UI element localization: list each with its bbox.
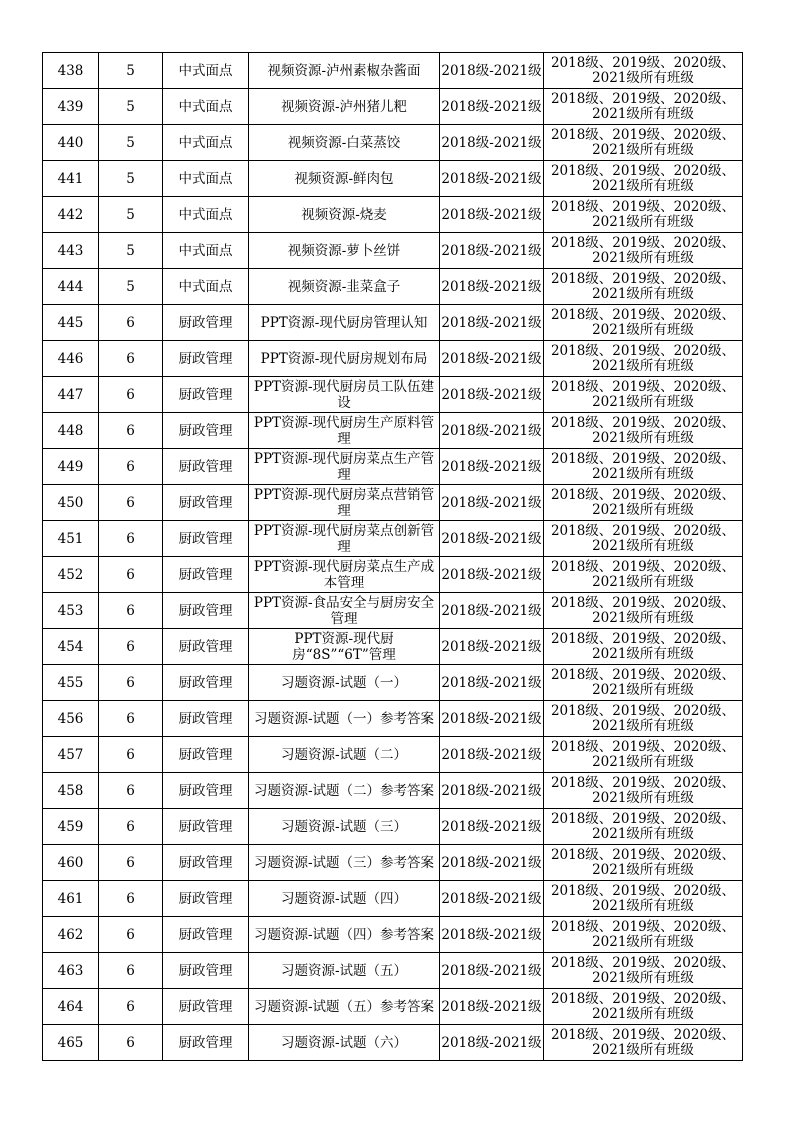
grade-range-cell: 2018级-2021级 [440,125,544,161]
grade-range-cell: 2018级-2021级 [440,305,544,341]
term-cell: 6 [99,629,163,665]
grade-range-cell: 2018级-2021级 [440,557,544,593]
applicable-classes-cell: 2018级、2019级、2020级、2021级所有班级 [544,665,743,701]
course-cell: 厨政管理 [163,665,249,701]
course-cell: 中式面点 [163,269,249,305]
row-number-cell: 442 [43,197,99,233]
grade-range-cell: 2018级-2021级 [440,161,544,197]
resource-title-cell: 视频资源-韭菜盒子 [249,269,440,305]
row-number-cell: 446 [43,341,99,377]
resource-title-cell: 习题资源-试题（四）参考答案 [249,917,440,953]
resource-title-cell: PPT资源-现代厨房规划布局 [249,341,440,377]
course-cell: 厨政管理 [163,1025,249,1061]
resource-title-cell: PPT资源-现代厨房菜点生产成本管理 [249,557,440,593]
term-cell: 6 [99,989,163,1025]
applicable-classes-cell: 2018级、2019级、2020级、2021级所有班级 [544,773,743,809]
course-cell: 中式面点 [163,53,249,89]
resource-title-cell: 习题资源-试题（二） [249,737,440,773]
table-row [43,305,743,341]
resource-title-cell: PPT资源-现代厨房菜点营销管理 [249,485,440,521]
course-cell: 厨政管理 [163,773,249,809]
grade-range-cell: 2018级-2021级 [440,953,544,989]
row-number-cell: 441 [43,161,99,197]
term-cell: 5 [99,161,163,197]
grade-range-cell: 2018级-2021级 [440,917,544,953]
grade-range-cell: 2018级-2021级 [440,485,544,521]
grade-range-cell: 2018级-2021级 [440,341,544,377]
course-cell: 中式面点 [163,197,249,233]
resource-title-cell: PPT资源-现代厨房菜点创新管理 [249,521,440,557]
row-number-cell: 456 [43,701,99,737]
term-cell: 6 [99,665,163,701]
applicable-classes-cell: 2018级、2019级、2020级、2021级所有班级 [544,1025,743,1061]
resource-title-cell: 习题资源-试题（二）参考答案 [249,773,440,809]
grade-range-cell: 2018级-2021级 [440,53,544,89]
table-row [43,521,743,557]
course-cell: 厨政管理 [163,989,249,1025]
resource-title-cell: 视频资源-鲜肉包 [249,161,440,197]
grade-range-cell: 2018级-2021级 [440,197,544,233]
resource-title-cell: 视频资源-泸州素椒杂酱面 [249,53,440,89]
course-cell: 厨政管理 [163,809,249,845]
row-number-cell: 447 [43,377,99,413]
row-number-cell: 449 [43,449,99,485]
applicable-classes-cell: 2018级、2019级、2020级、2021级所有班级 [544,413,743,449]
applicable-classes-cell: 2018级、2019级、2020级、2021级所有班级 [544,557,743,593]
table-row [43,413,743,449]
table-row [43,665,743,701]
grade-range-cell: 2018级-2021级 [440,233,544,269]
table-row [43,809,743,845]
grade-range-cell: 2018级-2021级 [440,269,544,305]
term-cell: 5 [99,233,163,269]
row-number-cell: 459 [43,809,99,845]
term-cell: 6 [99,737,163,773]
course-cell: 厨政管理 [163,557,249,593]
row-number-cell: 460 [43,845,99,881]
grade-range-cell: 2018级-2021级 [440,1025,544,1061]
term-cell: 6 [99,917,163,953]
table-row [43,557,743,593]
course-cell: 厨政管理 [163,413,249,449]
term-cell: 5 [99,197,163,233]
course-cell: 厨政管理 [163,953,249,989]
row-number-cell: 443 [43,233,99,269]
grade-range-cell: 2018级-2021级 [440,701,544,737]
term-cell: 6 [99,881,163,917]
course-cell: 厨政管理 [163,521,249,557]
term-cell: 6 [99,485,163,521]
course-cell: 厨政管理 [163,305,249,341]
table-row [43,845,743,881]
applicable-classes-cell: 2018级、2019级、2020级、2021级所有班级 [544,845,743,881]
course-cell: 厨政管理 [163,629,249,665]
applicable-classes-cell: 2018级、2019级、2020级、2021级所有班级 [544,737,743,773]
resource-title-cell: 习题资源-试题（六） [249,1025,440,1061]
applicable-classes-cell: 2018级、2019级、2020级、2021级所有班级 [544,809,743,845]
course-cell: 厨政管理 [163,377,249,413]
resource-title-cell: 习题资源-试题（三） [249,809,440,845]
course-cell: 厨政管理 [163,485,249,521]
course-cell: 厨政管理 [163,449,249,485]
applicable-classes-cell: 2018级、2019级、2020级、2021级所有班级 [544,233,743,269]
row-number-cell: 448 [43,413,99,449]
applicable-classes-cell: 2018级、2019级、2020级、2021级所有班级 [544,305,743,341]
table-row [43,881,743,917]
row-number-cell: 462 [43,917,99,953]
applicable-classes-cell: 2018级、2019级、2020级、2021级所有班级 [544,377,743,413]
applicable-classes-cell: 2018级、2019级、2020级、2021级所有班级 [544,701,743,737]
resource-table-body [43,53,743,1061]
resource-title-cell: 习题资源-试题（一）参考答案 [249,701,440,737]
grade-range-cell: 2018级-2021级 [440,989,544,1025]
applicable-classes-cell: 2018级、2019级、2020级、2021级所有班级 [544,161,743,197]
table-row [43,737,743,773]
table-row [43,89,743,125]
table-row [43,917,743,953]
course-cell: 中式面点 [163,161,249,197]
applicable-classes-cell: 2018级、2019级、2020级、2021级所有班级 [544,989,743,1025]
term-cell: 5 [99,269,163,305]
applicable-classes-cell: 2018级、2019级、2020级、2021级所有班级 [544,881,743,917]
term-cell: 6 [99,521,163,557]
table-row [43,701,743,737]
row-number-cell: 445 [43,305,99,341]
grade-range-cell: 2018级-2021级 [440,845,544,881]
resource-title-cell: 习题资源-试题（四） [249,881,440,917]
course-cell: 中式面点 [163,89,249,125]
course-cell: 中式面点 [163,233,249,269]
table-row [43,233,743,269]
grade-range-cell: 2018级-2021级 [440,521,544,557]
applicable-classes-cell: 2018级、2019级、2020级、2021级所有班级 [544,269,743,305]
term-cell: 6 [99,1025,163,1061]
resource-title-cell: 视频资源-泸州猪儿粑 [249,89,440,125]
grade-range-cell: 2018级-2021级 [440,737,544,773]
grade-range-cell: 2018级-2021级 [440,665,544,701]
row-number-cell: 440 [43,125,99,161]
applicable-classes-cell: 2018级、2019级、2020级、2021级所有班级 [544,485,743,521]
term-cell: 6 [99,773,163,809]
table-row [43,953,743,989]
table-row [43,377,743,413]
applicable-classes-cell: 2018级、2019级、2020级、2021级所有班级 [544,197,743,233]
row-number-cell: 439 [43,89,99,125]
applicable-classes-cell: 2018级、2019级、2020级、2021级所有班级 [544,917,743,953]
grade-range-cell: 2018级-2021级 [440,593,544,629]
row-number-cell: 463 [43,953,99,989]
resource-title-cell: 习题资源-试题（五） [249,953,440,989]
row-number-cell: 461 [43,881,99,917]
applicable-classes-cell: 2018级、2019级、2020级、2021级所有班级 [544,89,743,125]
row-number-cell: 452 [43,557,99,593]
applicable-classes-cell: 2018级、2019级、2020级、2021级所有班级 [544,593,743,629]
term-cell: 6 [99,413,163,449]
term-cell: 6 [99,341,163,377]
table-row [43,989,743,1025]
course-cell: 厨政管理 [163,845,249,881]
table-row [43,341,743,377]
table-row [43,53,743,89]
row-number-cell: 454 [43,629,99,665]
grade-range-cell: 2018级-2021级 [440,89,544,125]
row-number-cell: 458 [43,773,99,809]
term-cell: 5 [99,125,163,161]
row-number-cell: 444 [43,269,99,305]
table-row [43,125,743,161]
term-cell: 6 [99,809,163,845]
applicable-classes-cell: 2018级、2019级、2020级、2021级所有班级 [544,953,743,989]
resource-title-cell: 习题资源-试题（一） [249,665,440,701]
grade-range-cell: 2018级-2021级 [440,809,544,845]
applicable-classes-cell: 2018级、2019级、2020级、2021级所有班级 [544,53,743,89]
table-row [43,1025,743,1061]
grade-range-cell: 2018级-2021级 [440,773,544,809]
applicable-classes-cell: 2018级、2019级、2020级、2021级所有班级 [544,449,743,485]
course-cell: 厨政管理 [163,917,249,953]
row-number-cell: 465 [43,1025,99,1061]
term-cell: 6 [99,449,163,485]
resource-title-cell: 习题资源-试题（五）参考答案 [249,989,440,1025]
table-row [43,485,743,521]
row-number-cell: 457 [43,737,99,773]
course-cell: 厨政管理 [163,737,249,773]
term-cell: 5 [99,53,163,89]
grade-range-cell: 2018级-2021级 [440,629,544,665]
term-cell: 6 [99,953,163,989]
course-cell: 厨政管理 [163,593,249,629]
row-number-cell: 450 [43,485,99,521]
grade-range-cell: 2018级-2021级 [440,413,544,449]
resource-title-cell: PPT资源-现代厨房生产原料管理 [249,413,440,449]
term-cell: 6 [99,377,163,413]
resource-title-cell: 习题资源-试题（三）参考答案 [249,845,440,881]
resource-title-cell: 视频资源-白菜蒸饺 [249,125,440,161]
resource-title-cell: PPT资源-现代厨房管理认知 [249,305,440,341]
resource-table [42,52,743,1061]
table-row [43,629,743,665]
grade-range-cell: 2018级-2021级 [440,377,544,413]
term-cell: 5 [99,89,163,125]
applicable-classes-cell: 2018级、2019级、2020级、2021级所有班级 [544,125,743,161]
resource-title-cell: 视频资源-萝卜丝饼 [249,233,440,269]
table-row [43,269,743,305]
grade-range-cell: 2018级-2021级 [440,881,544,917]
resource-title-cell: PPT资源-现代厨房菜点生产管理 [249,449,440,485]
term-cell: 6 [99,557,163,593]
applicable-classes-cell: 2018级、2019级、2020级、2021级所有班级 [544,629,743,665]
applicable-classes-cell: 2018级、2019级、2020级、2021级所有班级 [544,521,743,557]
resource-title-cell: 视频资源-烧麦 [249,197,440,233]
term-cell: 6 [99,593,163,629]
resource-title-cell: PPT资源-食品安全与厨房安全管理 [249,593,440,629]
table-row [43,161,743,197]
course-cell: 厨政管理 [163,341,249,377]
table-row [43,449,743,485]
term-cell: 6 [99,845,163,881]
course-cell: 中式面点 [163,125,249,161]
table-row [43,197,743,233]
row-number-cell: 453 [43,593,99,629]
term-cell: 6 [99,701,163,737]
course-cell: 厨政管理 [163,701,249,737]
resource-title-cell: PPT资源-现代厨房“8S”“6T”管理 [249,629,440,665]
row-number-cell: 451 [43,521,99,557]
table-row [43,593,743,629]
row-number-cell: 455 [43,665,99,701]
table-row [43,773,743,809]
term-cell: 6 [99,305,163,341]
resource-title-cell: PPT资源-现代厨房员工队伍建设 [249,377,440,413]
grade-range-cell: 2018级-2021级 [440,449,544,485]
row-number-cell: 464 [43,989,99,1025]
row-number-cell: 438 [43,53,99,89]
applicable-classes-cell: 2018级、2019级、2020级、2021级所有班级 [544,341,743,377]
course-cell: 厨政管理 [163,881,249,917]
